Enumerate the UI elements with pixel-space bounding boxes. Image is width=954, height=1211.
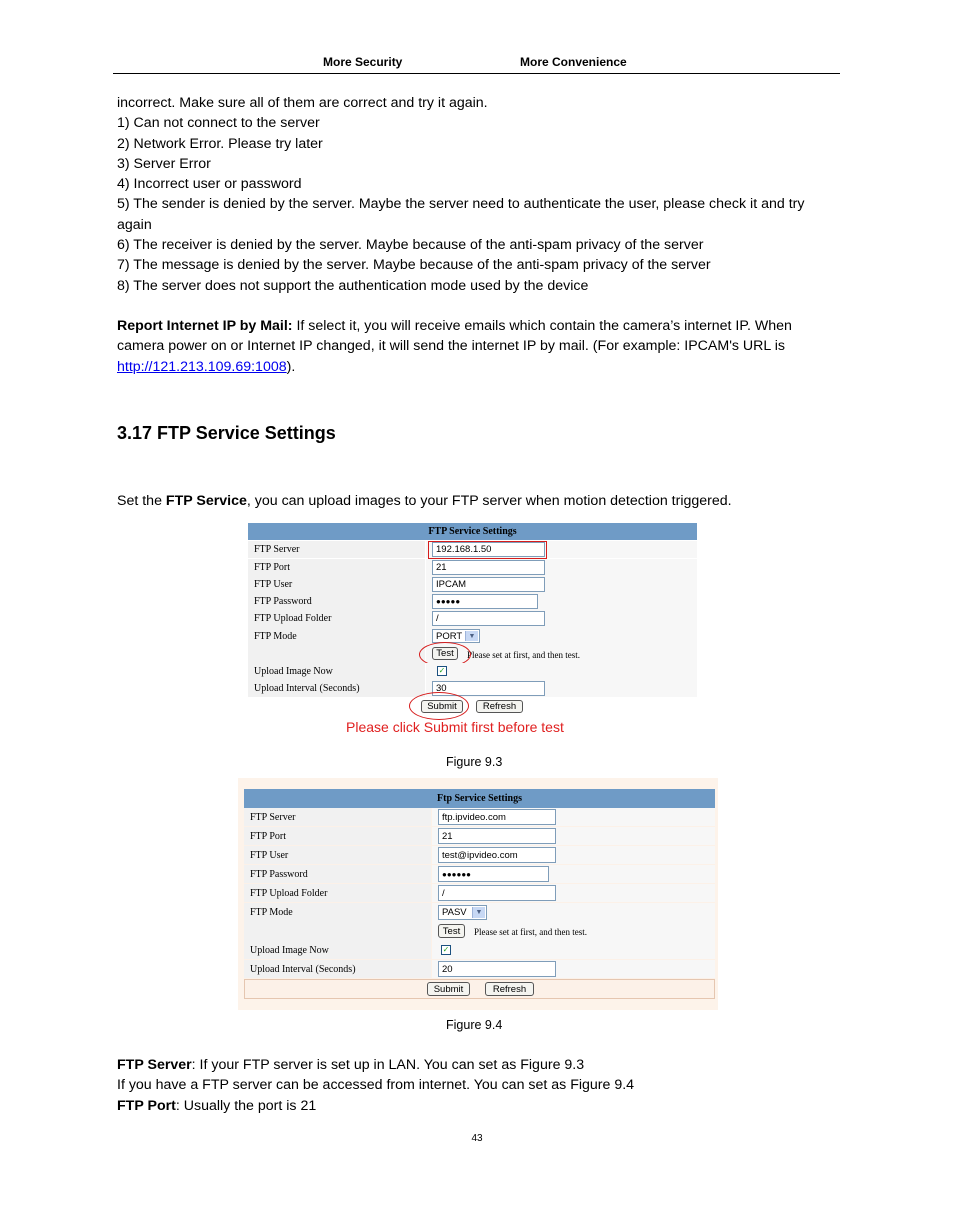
fig1-label: Upload Interval (Seconds) — [248, 680, 425, 697]
fig1-label: FTP Mode — [248, 627, 425, 645]
fig1-label: FTP Port — [248, 559, 425, 576]
ftp-port-term: FTP Port — [117, 1097, 176, 1114]
fig2-label: FTP User — [244, 846, 431, 864]
report-tail: ). — [286, 358, 296, 375]
set-bold: FTP Service — [165, 493, 247, 509]
fig1-folder-input[interactable]: / — [432, 611, 545, 626]
set-suffix: , you can upload images to your FTP server when motion detection triggered. — [246, 493, 732, 509]
fig1-test-note: Please set at first, and then test. — [467, 650, 580, 660]
header-left: More Security — [323, 55, 403, 69]
list-item: again — [117, 216, 152, 233]
fig1-row-mode — [248, 627, 697, 645]
fig2-row-actions — [244, 979, 715, 999]
ftp-port-desc: : Usually the port is 21 — [175, 1097, 317, 1114]
fig1-interval-input[interactable]: 30 — [432, 681, 545, 696]
fig2-test-note: Please set at first, and then test. — [474, 927, 587, 937]
report-line2: camera power on or Internet IP changed, it will send the internet IP by mail. (For example: IPCAM's URL is — [117, 338, 785, 355]
page-header — [0, 55, 954, 73]
set-prefix: Set the — [117, 493, 166, 509]
fig1-label: FTP Server — [248, 541, 425, 558]
report-label: Report Internet IP by Mail: — [117, 318, 293, 334]
fig1-upload-now-checkbox[interactable]: ✓ — [438, 666, 446, 675]
fig2-label: Upload Image Now — [244, 941, 431, 959]
fig1-row-test — [248, 645, 697, 663]
fig1-mode-select[interactable] — [432, 629, 480, 643]
submit-first-warning: Please click Submit first before test — [346, 719, 564, 735]
page-number: 43 — [471, 1133, 483, 1144]
fig1-row-upload-now — [248, 663, 697, 680]
fig2-label — [244, 922, 431, 941]
fig1-row-actions — [248, 698, 697, 716]
list-item: 7) The message is denied by the server. Maybe because of the anti-spam privacy of the server — [117, 257, 711, 274]
fig1-row-port — [248, 559, 697, 576]
fig2-row-user — [244, 846, 715, 864]
ftp-server-desc: : If your FTP server is set up in LAN. You can set as Figure 9.3 — [191, 1057, 585, 1073]
fig1-port-input[interactable]: 21 — [432, 560, 545, 575]
fig2-title: Ftp Service Settings — [244, 789, 715, 808]
list-item: incorrect. Make sure all of them are correct and try it again. — [117, 95, 488, 111]
fig2-row-folder — [244, 884, 715, 902]
fig1-row-folder — [248, 610, 697, 627]
list-item: 5) The sender is denied by the server. Maybe the server need to authenticate the user, please check it and try — [117, 196, 805, 213]
fig2-label: FTP Port — [244, 827, 431, 845]
fig1-label: FTP Upload Folder — [248, 610, 425, 627]
fig1-caption: Figure 9.3 — [446, 755, 503, 769]
list-item: 2) Network Error. Please try later — [117, 135, 323, 152]
header-divider — [113, 73, 840, 74]
fig2-submit-button[interactable]: Submit — [427, 982, 470, 996]
fig2-folder-input[interactable]: / — [438, 885, 556, 901]
list-item: 1) Can not connect to the server — [117, 115, 320, 132]
fig2-value-cell — [432, 941, 715, 959]
fig2-row-upload-now — [244, 941, 715, 959]
fig2-server-input[interactable]: ftp.ipvideo.com — [438, 809, 556, 825]
fig1-label: Upload Image Now — [248, 663, 425, 680]
fig2-row-interval — [244, 960, 715, 978]
fig1-refresh-button[interactable]: Refresh — [476, 700, 523, 713]
fig2-interval-input[interactable]: 20 — [438, 961, 556, 977]
fig1-user-input[interactable]: IPCAM — [432, 577, 545, 592]
set-ftp-line — [117, 491, 842, 511]
fig1-submit-button[interactable]: Submit — [421, 700, 463, 713]
fig1-label: FTP Password — [248, 593, 425, 610]
ftp-settings-figure-2 — [244, 789, 715, 999]
fig2-row-password — [244, 865, 715, 883]
chevron-down-icon[interactable]: ▼ — [472, 907, 485, 918]
fig1-title: FTP Service Settings — [248, 523, 697, 540]
fig1-label — [248, 645, 425, 663]
fig2-mode-value: PASV — [442, 907, 467, 918]
list-item: 3) Server Error — [117, 155, 211, 172]
fig2-user-input[interactable]: test@ipvideo.com — [438, 847, 556, 863]
report-line1: If select it, you will receive emails which contain the camera’s internet IP. When — [292, 318, 792, 334]
fig2-upload-now-checkbox[interactable]: ✓ — [442, 945, 450, 954]
fig2-label: FTP Password — [244, 865, 431, 883]
fig1-password-input[interactable]: ●●●●● — [432, 594, 538, 609]
fig2-port-input[interactable]: 21 — [438, 828, 556, 844]
list-item: 4) Incorrect user or password — [117, 176, 302, 193]
fig1-mode-value: PORT — [436, 630, 463, 642]
fig2-row-test — [244, 922, 715, 941]
fig1-row-password — [248, 593, 697, 610]
ftp-settings-figure-1 — [248, 523, 697, 716]
section-title: 3.17 FTP Service Settings — [117, 423, 336, 443]
fig1-server-input[interactable]: 192.168.1.50 — [432, 542, 545, 557]
ftp-internet-line: If you have a FTP server can be accessed from internet. You can set as Figure 9.4 — [117, 1077, 635, 1094]
fig2-row-server — [244, 808, 715, 826]
fig2-refresh-button[interactable]: Refresh — [485, 982, 534, 996]
chevron-down-icon[interactable]: ▼ — [465, 631, 478, 641]
fig1-test-button[interactable]: Test — [432, 647, 458, 660]
example-url-link[interactable]: http://121.213.109.69:1008 — [117, 358, 287, 375]
fig1-submit-highlight — [409, 692, 469, 720]
fig1-server-highlight — [428, 541, 547, 559]
header-right: More Convenience — [520, 55, 627, 69]
ftp-server-term: FTP Server — [117, 1057, 192, 1073]
fig2-test-button[interactable]: Test — [438, 924, 465, 938]
fig2-label: FTP Mode — [244, 903, 431, 922]
fig2-row-mode — [244, 903, 715, 922]
fig1-row-user — [248, 576, 697, 593]
fig2-label: FTP Server — [244, 808, 431, 826]
fig1-row-interval — [248, 680, 697, 697]
fig2-label: FTP Upload Folder — [244, 884, 431, 902]
fig2-mode-select[interactable] — [438, 905, 487, 920]
fig1-row-server — [248, 541, 697, 558]
list-item: 6) The receiver is denied by the server. Maybe because of the anti-spam privacy of the server — [117, 237, 704, 254]
fig2-password-input[interactable]: ●●●●●● — [438, 866, 549, 882]
fig2-row-port — [244, 827, 715, 845]
list-item: 8) The server does not support the authentication mode used by the device — [117, 277, 589, 294]
fig2-label: Upload Interval (Seconds) — [244, 960, 431, 978]
ftp-explanation — [117, 1055, 842, 1116]
fig2-caption: Figure 9.4 — [446, 1018, 503, 1032]
fig1-value-cell — [426, 663, 697, 680]
fig1-label: FTP User — [248, 576, 425, 593]
report-paragraph — [117, 316, 842, 377]
error-list — [117, 93, 842, 296]
